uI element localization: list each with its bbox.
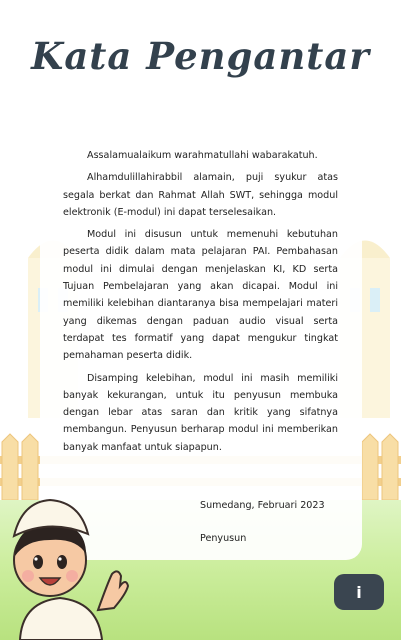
boy-character-icon: [0, 498, 140, 640]
info-icon: i: [356, 582, 362, 602]
info-button[interactable]: [334, 574, 384, 610]
paragraph-greeting: Assalamualaikum warahmatullahi wabarakatuh.: [87, 150, 318, 161]
foreword-text: [63, 147, 338, 461]
paragraph-1: Alhamdulillahirabbil alamain, puji syukur atas segala berkat dan Rahmat Allah SWT, sehingga modul elektronik (E-modul) ini dapat terselesaikan.: [63, 172, 338, 218]
page-title: Kata Pengantar: [31, 34, 370, 78]
signature-name: Penyusun: [200, 533, 247, 544]
paragraph-2: Modul ini disusun untuk memenuhi kebutuhan peserta didik dalam mata pelajaran PAI. Pembahasan modul ini dimulai dengan menjelaskan KI, KD serta Tujuan Pembelajaran yang akan dicapai. Modul ini memiliki kelebihan diantaranya bisa mempelajari materi yang dikemas dengan paduan audio visual serta terdapat tes formatif yang dapat mengukur tingkat pemahaman peserta didik.: [63, 229, 338, 362]
signature-place-date: Sumedang, Februari 2023: [200, 500, 325, 511]
paragraph-3: Disamping kelebihan, modul ini masih memiliki banyak kekurangan, untuk itu penyusun membuka dengan lebar atas saran dan kritik yang sifatnya membangun. Penyusun berharap modul ini memberikan banyak manfaat untuk siapapun.: [63, 372, 338, 453]
